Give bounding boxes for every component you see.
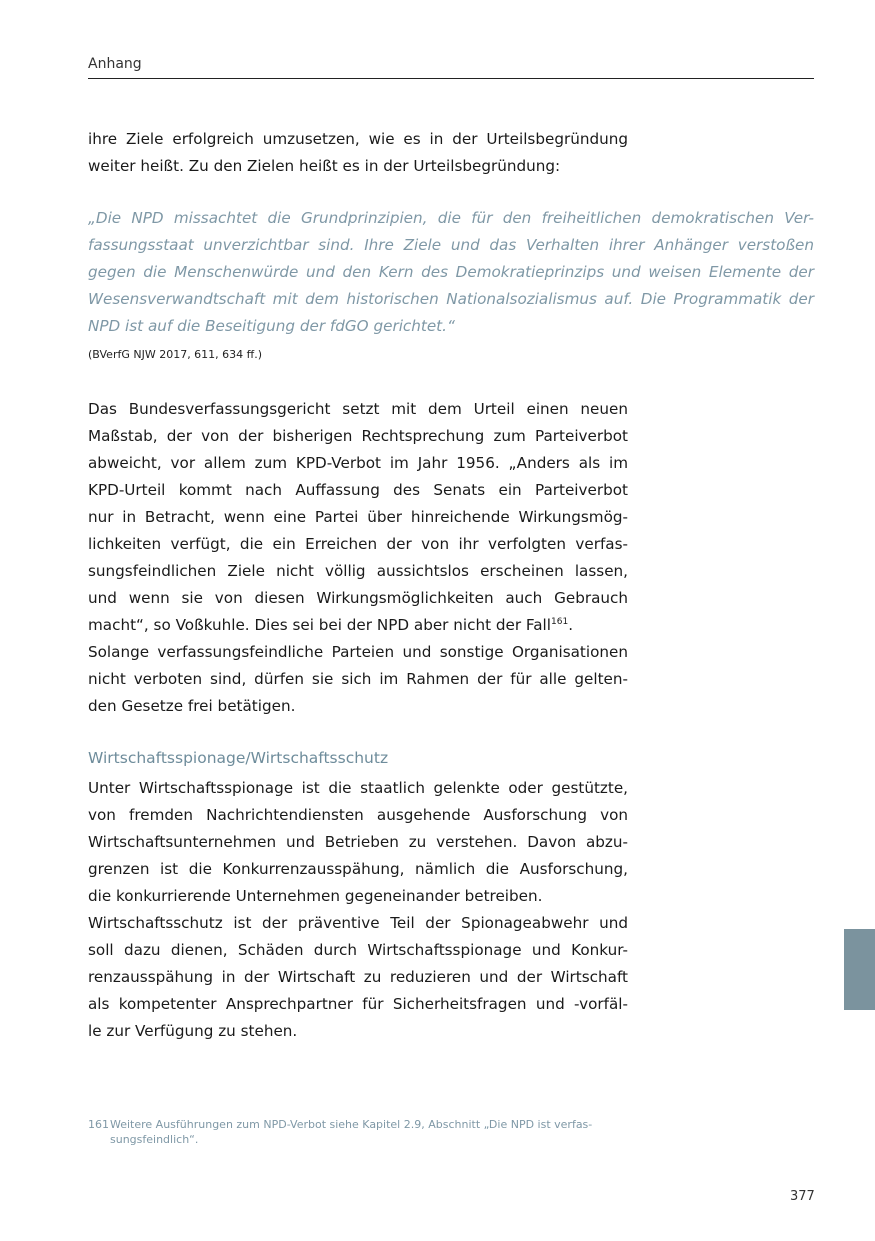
text-line: lichkeiten verfügt, die ein Erreichen der von ihr verfolgten verfas-	[88, 535, 628, 553]
footnote-reference[interactable]: 161	[551, 616, 569, 627]
quote-line: „Die NPD missachtet die Grundprinzipien, die für den freiheitlichen demokratischen Ver-	[88, 209, 814, 227]
text-line: Das Bundesverfassungsgericht setzt mit dem Urteil einen neuen	[88, 400, 628, 418]
text-line-with-footnote	[88, 612, 628, 639]
quote-citation: (BVerfG NJW 2017, 611, 634 ff.)	[88, 348, 263, 361]
quote-line: NPD ist auf die Beseitigung der fdGO gerichtet.“	[88, 317, 455, 335]
quote-line: fassungsstaat unverzichtbar sind. Ihre Ziele und das Verhalten ihrer Anhänger verstoßen	[88, 236, 814, 254]
text-line: le zur Verfügung zu stehen.	[88, 1022, 298, 1040]
text-line: weiter heißt. Zu den Zielen heißt es in der Urteilsbegründung:	[88, 157, 561, 175]
quote-line: Wesensverwandtschaft mit dem historischen Nationalsozialismus auf. Die Programmatik der	[88, 290, 814, 308]
text-line: abweicht, vor allem zum KPD-Verbot im Jahr 1956. „Anders als im	[88, 454, 628, 472]
text-line: renzausspähung in der Wirtschaft zu reduzieren und der Wirtschaft	[88, 968, 628, 986]
text-line: ihre Ziele erfolgreich umzusetzen, wie es in der Urteilsbegründung	[88, 130, 628, 148]
intro-paragraph	[88, 126, 628, 180]
text-line: sungsfeindlichen Ziele nicht völlig aussichtslos erscheinen lassen,	[88, 562, 628, 580]
text-line: und wenn sie von diesen Wirkungsmöglichkeiten auch Gebrauch	[88, 589, 628, 607]
body-paragraph-economic	[88, 775, 628, 1045]
text-line: nur in Betracht, wenn eine Partei über hinreichende Wirkungsmög-	[88, 508, 628, 526]
page-number: 377	[790, 1189, 815, 1204]
chapter-thumb-tab	[844, 929, 875, 1010]
text-line: Wirtschaftsunternehmen und Betrieben zu verstehen. Davon abzu-	[88, 833, 628, 851]
text-line: Solange verfassungsfeindliche Parteien und sonstige Organisationen	[88, 643, 628, 661]
section-heading: Wirtschaftsspionage/Wirtschaftsschutz	[88, 749, 389, 767]
footnote-number: 161	[88, 1118, 109, 1131]
footnote	[88, 1117, 628, 1147]
text-line: soll dazu dienen, Schäden durch Wirtschaftsspionage und Konkur-	[88, 941, 628, 959]
quote-line: gegen die Menschenwürde und den Kern des Demokratieprinzips und weisen Elemente der	[88, 263, 814, 281]
text-line: KPD-Urteil kommt nach Auffassung des Senats ein Parteiverbot	[88, 481, 628, 499]
text-line: von fremden Nachrichtendiensten ausgehende Ausforschung von	[88, 806, 628, 824]
header-divider	[88, 78, 814, 79]
court-quote	[88, 205, 814, 340]
text-line: nicht verboten sind, dürfen sie sich im Rahmen der für alle gelten-	[88, 670, 628, 688]
text-fragment: macht“, so Voßkuhle. Dies sei bei der NPD aber nicht der Fall	[88, 616, 551, 634]
text-line: grenzen ist die Konkurrenzausspähung, nämlich die Ausforschung,	[88, 860, 628, 878]
text-line: als kompetenter Ansprechpartner für Sicherheitsfragen und -vorfäl-	[88, 995, 628, 1013]
text-line: Unter Wirtschaftsspionage ist die staatlich gelenkte oder gestützte,	[88, 779, 628, 797]
body-paragraph-verdict	[88, 396, 628, 720]
footnote-line: sungsfeindlich“.	[110, 1133, 199, 1146]
text-fragment: .	[568, 616, 574, 634]
text-line: Maßstab, der von der bisherigen Rechtsprechung zum Parteiverbot	[88, 427, 628, 445]
running-header: Anhang	[88, 56, 142, 72]
text-line: Wirtschaftsschutz ist der präventive Teil der Spionageabwehr und	[88, 914, 628, 932]
text-line: die konkurrierende Unternehmen gegeneinander betreiben.	[88, 887, 543, 905]
text-line: den Gesetze frei betätigen.	[88, 697, 296, 715]
footnote-text	[110, 1117, 628, 1147]
footnote-line: Weitere Ausführungen zum NPD-Verbot siehe Kapitel 2.9, Abschnitt „Die NPD ist verfas-	[110, 1118, 593, 1131]
